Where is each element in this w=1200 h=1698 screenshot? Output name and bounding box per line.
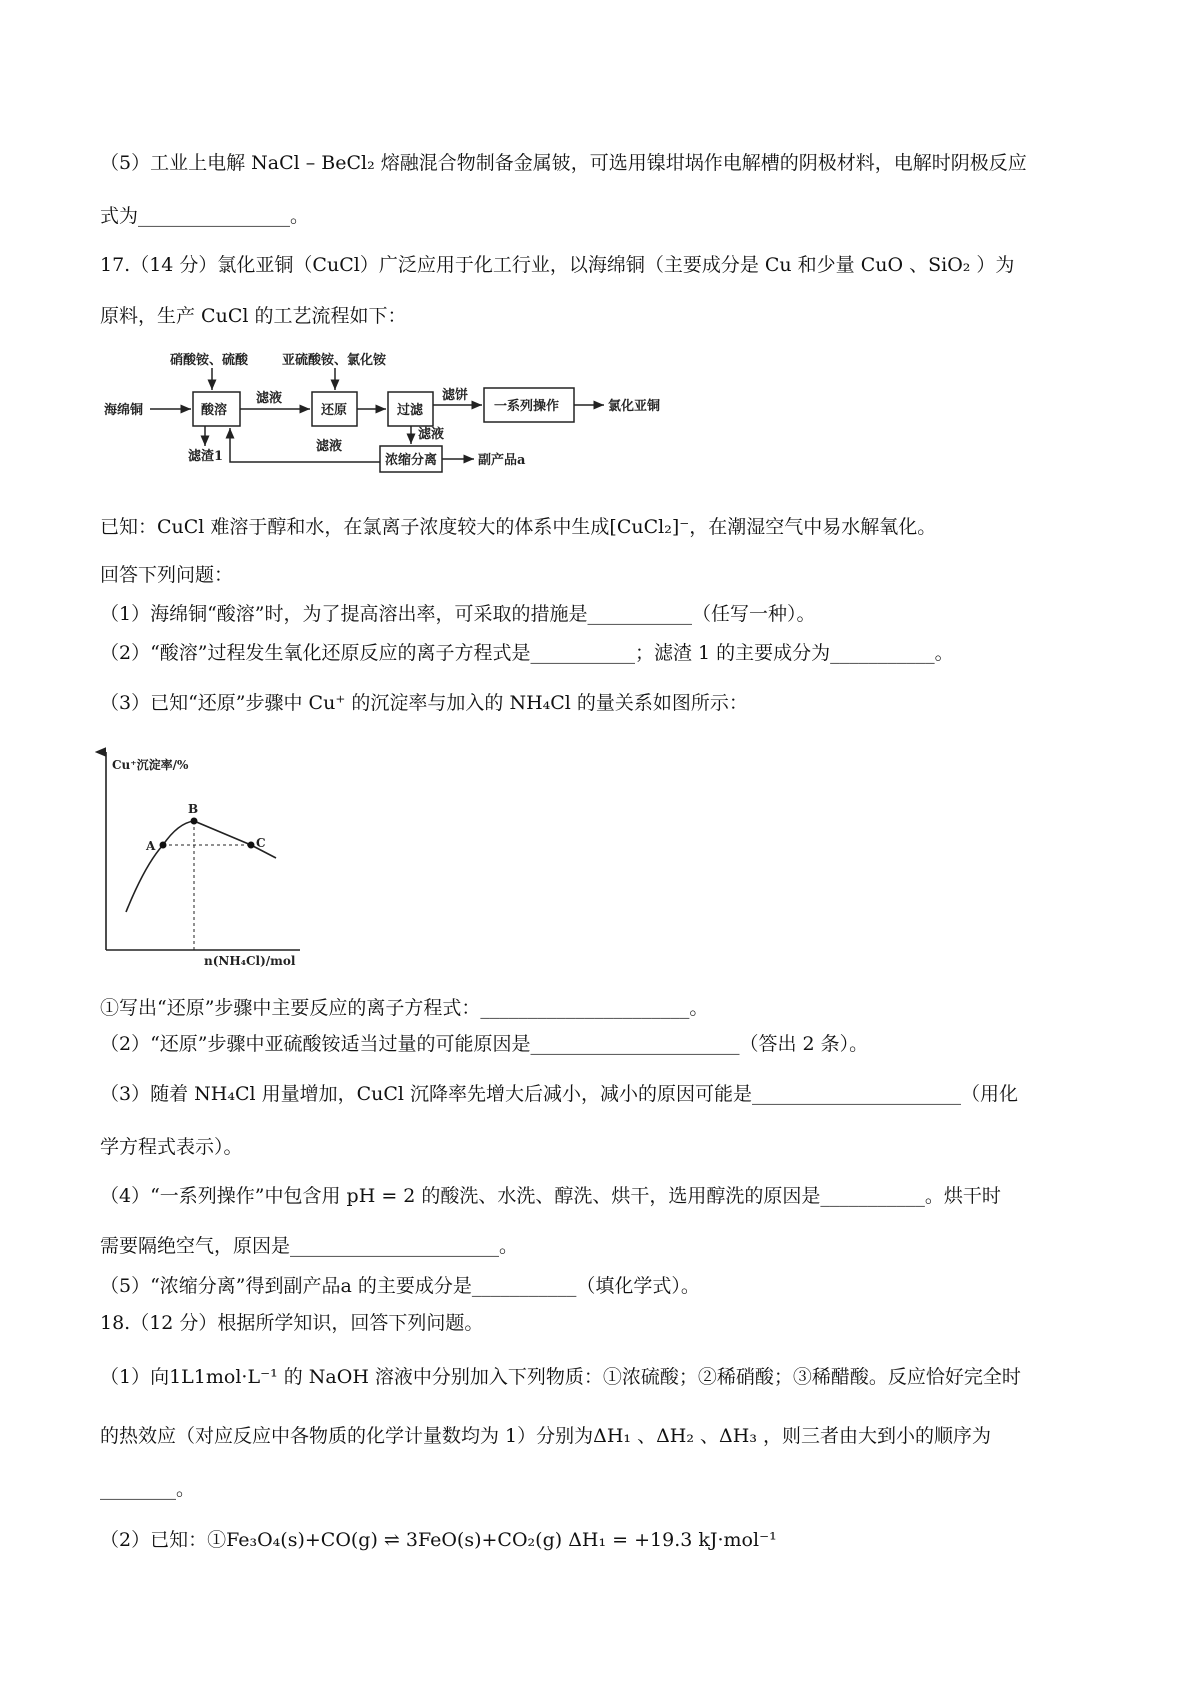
- answer-prompt: 回答下列问题：: [100, 564, 234, 586]
- point-b: [191, 818, 198, 825]
- q17-4-line2: 需要隔绝空气，原因是______________________。: [100, 1235, 519, 1257]
- q18-2: （2）已知：①Fe₃O₄(s)+CO(g) ⇌ 3FeO(s)+CO₂(g) ΔH₁ = +19.3 kJ·mol⁻¹: [100, 1529, 777, 1551]
- q17-3-3-line2: 学方程式表示）。: [100, 1136, 243, 1158]
- q17-4-line1: （4）“一系列操作”中包含用 pH = 2 的酸洗、水洗、醇洗、烘干，选用醇洗的原因是___________。烘干时: [100, 1185, 1001, 1207]
- flow-byproduct: 副产品a: [478, 453, 526, 468]
- flow-product: 氯化亚铜: [608, 399, 661, 414]
- flow-raw: 海绵铜: [104, 403, 144, 418]
- q16-5-line1: （5）工业上电解 NaCl – BeCl₂ 熔融混合物制备金属铍，可选用镍坩埚作电解槽的阴极材料，电解时阴极反应: [100, 152, 1027, 174]
- q17-title-line1: 17.（14 分）氯化亚铜（CuCl）广泛应用于化工行业，以海绵铜（主要成分是 Cu 和少量 CuO 、SiO₂ ）为: [100, 254, 1015, 276]
- flow-residue: 滤渣1: [188, 449, 224, 464]
- flow-filtrate3: 滤液: [316, 439, 343, 454]
- q18-1-line3: ________。: [100, 1478, 196, 1500]
- x-axis-label: n(NH₄Cl)/mol: [204, 954, 296, 968]
- flow-box-concentrate: 浓缩分离: [385, 453, 438, 468]
- q17-1: （1）海绵铜“酸溶”时，为了提高溶出率，可采取的措施是___________（任写一种）。: [100, 603, 816, 625]
- q17-3-2: （2）“还原”步骤中亚硫酸铵适当过量的可能原因是______________________（答出 2 条）。: [100, 1033, 869, 1055]
- flow-filtrate2: 滤液: [418, 427, 445, 442]
- precipitation-graph: [0, 740, 340, 980]
- flow-reagent2: 亚硫酸铵、氯化铵: [282, 353, 387, 368]
- flow-box-reduce: 还原: [321, 403, 348, 418]
- q17-3: （3）已知“还原”步骤中 Cu⁺ 的沉淀率与加入的 NH₄Cl 的量关系如图所示：: [100, 692, 748, 714]
- label-b: B: [188, 802, 199, 816]
- process-flowchart: [0, 340, 700, 480]
- q17-title-line2: 原料，生产 CuCl 的工艺流程如下：: [100, 305, 407, 327]
- q17-2: （2）“酸溶”过程发生氧化还原反应的离子方程式是___________；滤渣 1 的主要成分为___________。: [100, 642, 954, 664]
- q17-3-3-line1: （3）随着 NH₄Cl 用量增加，CuCl 沉降率先增大后减小，减小的原因可能是______________________（用化: [100, 1083, 1019, 1105]
- flow-box-filter: 过滤: [397, 403, 424, 418]
- q18-1-line1: （1）向1L1mol·L⁻¹ 的 NaOH 溶液中分别加入下列物质：①浓硫酸；②稀硝酸；③稀醋酸。反应恰好完全时: [100, 1366, 1021, 1388]
- flow-box-acid-dissolve: 酸溶: [201, 403, 228, 418]
- q17-5: （5）“浓缩分离”得到副产品a 的主要成分是___________（填化学式）。: [100, 1275, 700, 1297]
- point-c: [248, 842, 255, 849]
- flow-box-operations: 一系列操作: [494, 399, 560, 414]
- flow-reagent1: 硝酸铵、硫酸: [170, 353, 249, 368]
- precipitation-curve: [126, 821, 276, 912]
- label-c: C: [256, 836, 266, 850]
- q16-5-line2: 式为________________。: [100, 205, 310, 227]
- y-axis-label: Cu⁺沉淀率/%: [112, 758, 189, 772]
- flow-filtrate1: 滤液: [256, 391, 283, 406]
- flow-cake: 滤饼: [442, 388, 469, 403]
- q17-3-1: ①写出“还原”步骤中主要反应的离子方程式：______________________。: [100, 997, 709, 1019]
- q18-title: 18.（12 分）根据所学知识，回答下列问题。: [100, 1312, 484, 1334]
- label-a: A: [146, 839, 156, 853]
- q18-1-line2: 的热效应（对应反应中各物质的化学计量数均为 1）分别为ΔH₁ 、ΔH₂ 、ΔH₃ ，则三者由大到小的顺序为: [100, 1425, 991, 1447]
- known-info: 已知：CuCl 难溶于醇和水，在氯离子浓度较大的体系中生成[CuCl₂]⁻，在潮湿空气中易水解氧化。: [100, 516, 937, 538]
- point-a: [160, 842, 167, 849]
